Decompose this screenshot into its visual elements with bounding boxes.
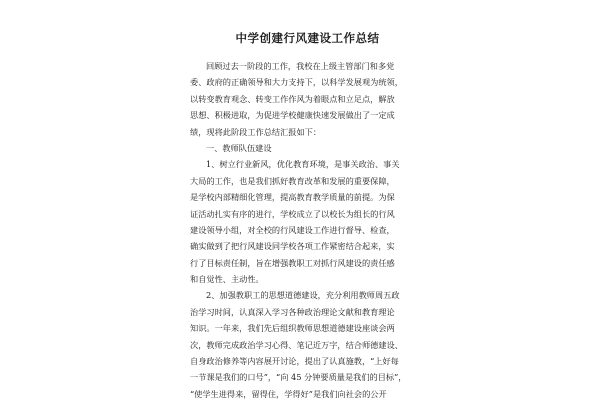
body-line: 一、教师队伍建设 [206, 142, 272, 153]
body-line: 2、加强教职工的思想道德建设，充分利用教师周五政 [206, 290, 400, 301]
body-line: 和自觉性、主动性。 [190, 274, 264, 285]
body-line: 知识。一年来，我们先后组织教师思想道德建设座谈会两 [190, 323, 395, 334]
body-line: 建设领导小组，对全校的行风建设工作进行督导、检查， [190, 224, 395, 235]
body-line: “使学生进得来，留得住，学得好”是我们向社会的公开 [190, 388, 387, 399]
body-line: 自身政治修养等内容展开讨论，提出了认真施教，“上好每 [190, 356, 399, 367]
document-body [190, 58, 425, 402]
body-line: 以转变教育观念、转变工作作风为着眼点和立足点，解放 [190, 93, 395, 104]
body-line: 确实做到了把行风建设同学校各项工作紧密结合起来，实 [190, 241, 395, 252]
body-line: 治学习时间，认真深入学习各种政治理论文献和教育理论 [190, 306, 395, 317]
body-line: 1、树立行业新风，优化教育环境，是事关政治、事关 [206, 159, 400, 170]
body-line: 绩，现将此阶段工作总结汇报如下： [190, 126, 322, 137]
document-page [190, 30, 425, 402]
body-line: 思想、积极进取，为促进学校健康快速发展做出了一定成 [190, 110, 395, 121]
body-line: 大局的工作，也是我们抓好教育改革和发展的重要保障， [190, 175, 395, 186]
body-line: 证活动扎实有序的进行，学校成立了以校长为组长的行风 [190, 208, 395, 219]
body-line: 一节课是我们的口号”，“向 45 分钟要质量是我们的目标”， [190, 372, 407, 383]
body-line: 回顾过去一阶段的工作，我校在上级主管部门和多党 [206, 61, 395, 71]
body-line: 次，教师完成政治学习心得、笔记近万字，结合师德建设、 [190, 339, 403, 350]
document-title: 中学创建行风建设工作总结 [235, 31, 380, 45]
body-line: 委、政府的正确领导和大力支持下，以科学发展观为统领， [190, 77, 403, 88]
body-line: 是学校内部精细化管理，提高教育教学质量的前提。为保 [190, 192, 395, 203]
body-line: 行了目标责任制，旨在增强教职工对抓行风建设的责任感 [190, 257, 395, 268]
